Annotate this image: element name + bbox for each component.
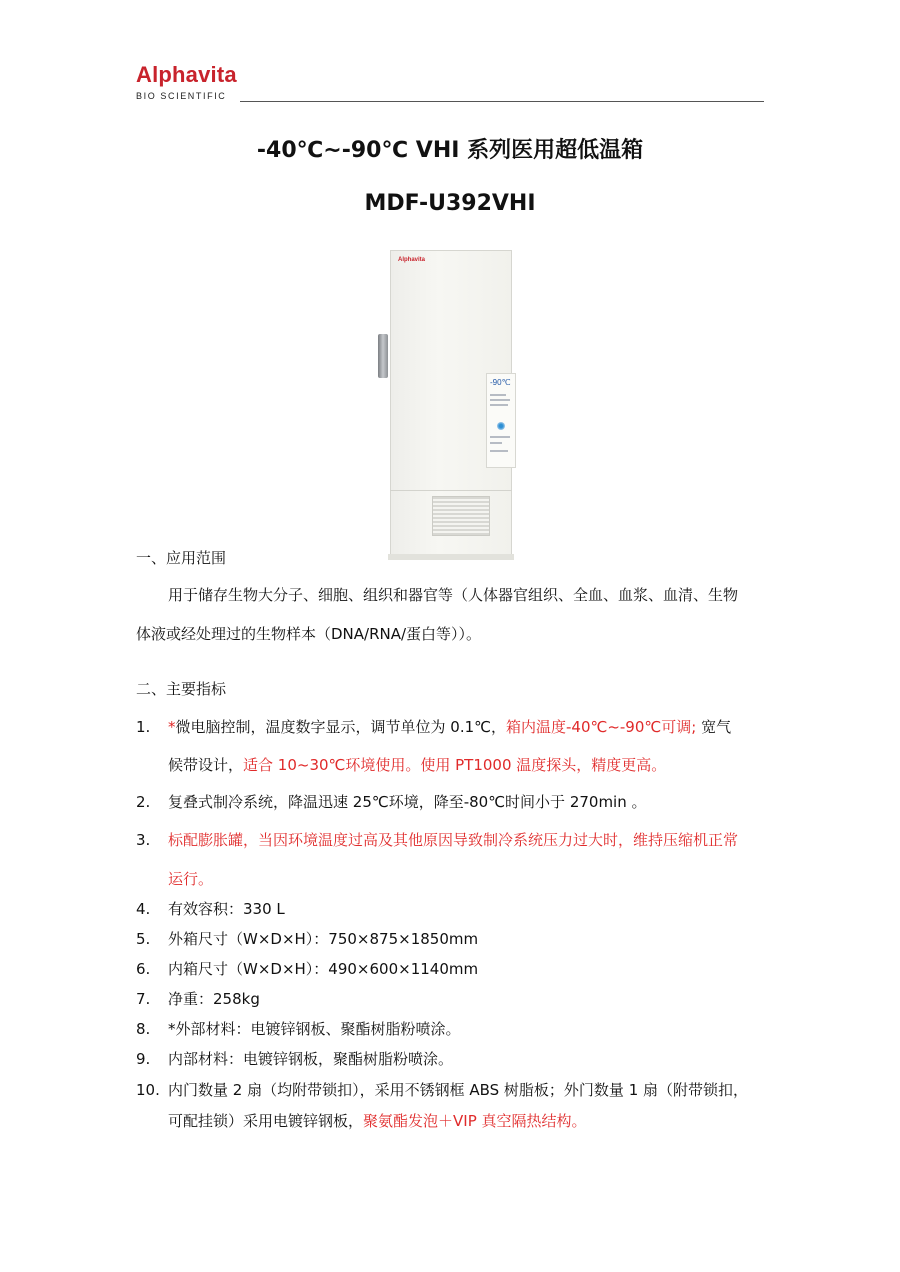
- list-number: 6.: [136, 960, 151, 978]
- scope-text-line1: 用于储存生物大分子、细胞、组织和器官等（人体器官组织、全血、血浆、血清、生物: [168, 586, 739, 604]
- model-number: MDF-U392VHI: [364, 191, 536, 216]
- freezer-control-panel: [486, 373, 516, 468]
- panel-indicator-icon: [497, 422, 505, 430]
- spec-item-6: 内箱尺寸（W×D×H）：490×600×1140mm: [168, 960, 479, 978]
- spec-item-8: *外部材料：电镀锌钢板、聚酯树脂粉喷涂。: [168, 1020, 461, 1038]
- list-number: 5.: [136, 930, 151, 948]
- section-heading-scope: 一、应用范围: [136, 549, 227, 567]
- list-number: 7.: [136, 990, 151, 1008]
- spec-item-1-line2: [168, 755, 666, 775]
- spec-item-7: 净重：258kg: [168, 990, 260, 1008]
- spec-item-10-line2: [168, 1111, 587, 1131]
- brand-tagline: BIO SCIENTIFIC: [136, 91, 227, 101]
- brand-logo: Alphavita: [136, 62, 237, 87]
- spec-item-4: 有效容积：330 L: [168, 900, 285, 918]
- spec-item-3-line1: 标配膨胀罐，当因环境温度过高及其他原因导致制冷系统压力过大时，维持压缩机正常: [168, 831, 739, 849]
- spec-highlight: 箱内温度-40℃~-90℃可调;: [505, 718, 697, 736]
- page-header: [136, 62, 764, 104]
- spec-item-10-line1: 内门数量 2 扇（均附带锁扣），采用不锈钢框 ABS 树脂板；外门数量 1 扇（附带锁扣，: [168, 1081, 749, 1099]
- spec-item-5: 外箱尺寸（W×D×H）：750×875×1850mm: [168, 930, 479, 948]
- list-number: 1.: [136, 718, 151, 736]
- spec-highlight: 适合 10~30℃环境使用。使用 PT1000 温度探头，精度更高。: [243, 756, 667, 774]
- freezer-base: [388, 554, 514, 560]
- header-divider: [240, 101, 764, 102]
- freezer-logo: Alphavita: [398, 257, 426, 263]
- spec-item-9: 内部材料：电镀锌钢板，聚酯树脂粉喷涂。: [168, 1050, 454, 1068]
- panel-line: [490, 436, 510, 438]
- spec-text: 宽气: [696, 718, 732, 736]
- product-image: [378, 250, 516, 560]
- spec-highlight: 聚氨酯发泡＋VIP 真空隔热结构。: [363, 1112, 587, 1130]
- document-title: -40℃~-90℃ VHI 系列医用超低温箱: [256, 138, 644, 163]
- spec-text: 可配挂锁）采用电镀锌钢板，: [168, 1112, 364, 1130]
- spec-text: 微电脑控制，温度数字显示，调节单位为 0.1℃，: [175, 718, 506, 736]
- list-number: 4.: [136, 900, 151, 918]
- freezer-handle: [378, 334, 388, 378]
- panel-line: [490, 450, 508, 452]
- list-number: 10.: [136, 1081, 160, 1099]
- required-star: *: [168, 718, 176, 736]
- spec-item-3-line2: 运行。: [168, 870, 214, 888]
- panel-line: [490, 394, 506, 396]
- spec-item-1-line1: [168, 717, 731, 737]
- list-number: 9.: [136, 1050, 151, 1068]
- list-number: 8.: [136, 1020, 151, 1038]
- freezer-temp-display: -90℃: [490, 378, 511, 387]
- panel-line: [490, 442, 502, 444]
- spec-text: 候带设计，: [168, 756, 244, 774]
- list-number: 3.: [136, 831, 151, 849]
- panel-line: [490, 404, 508, 406]
- freezer-vent: [432, 496, 490, 536]
- panel-line: [490, 399, 510, 401]
- section-heading-specs: 二、主要指标: [136, 680, 227, 698]
- freezer-drawer-line: [390, 490, 512, 491]
- list-number: 2.: [136, 793, 151, 811]
- spec-item-2: 复叠式制冷系统，降温迅速 25℃环境，降至-80℃时间小于 270min 。: [168, 793, 647, 811]
- scope-text-line2: 体液或经处理过的生物样本（DNA/RNA/蛋白等））。: [136, 625, 482, 643]
